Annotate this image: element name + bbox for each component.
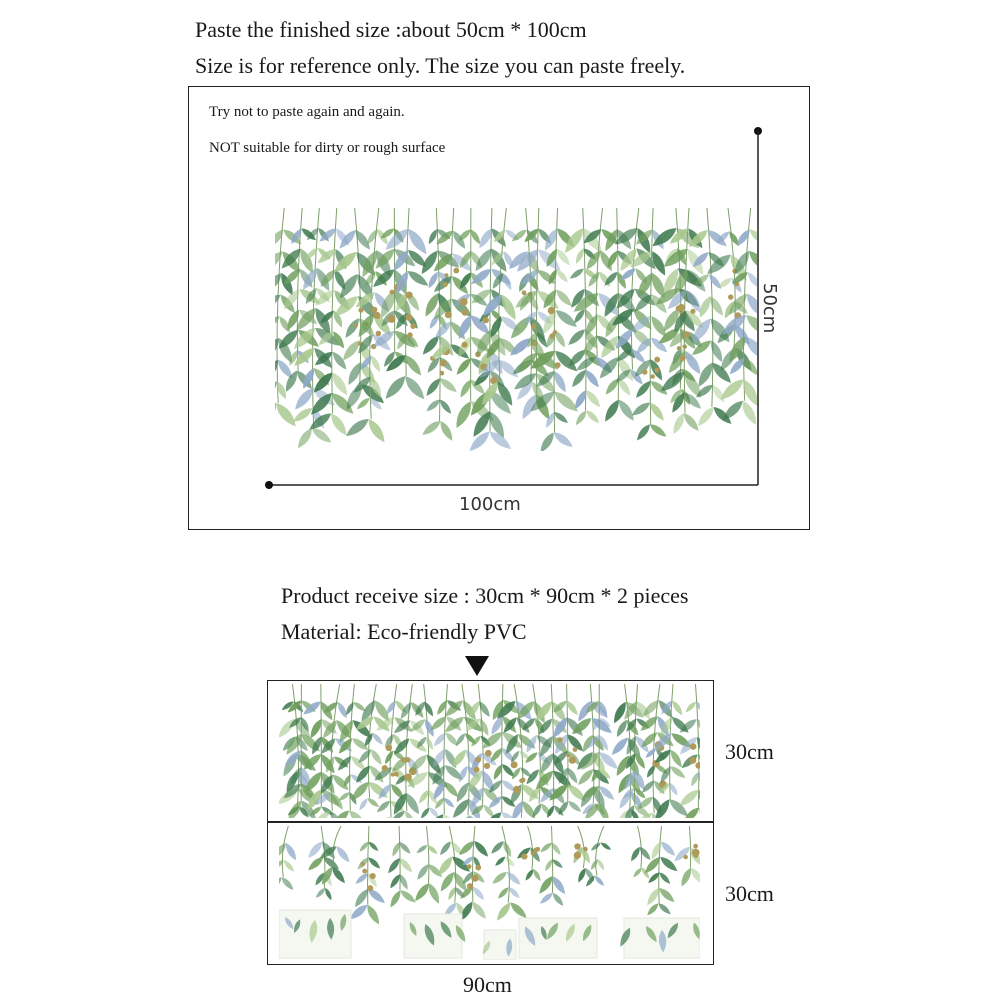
header-finished-size: Paste the finished size :about 50cm * 100cm: [195, 17, 587, 42]
berry-dot: [583, 847, 588, 852]
leaf-shape: [432, 731, 448, 748]
width-dimension-dot: [265, 481, 273, 489]
vine-stem: [368, 826, 369, 905]
leaf-shape: [438, 840, 453, 857]
leaf-shape: [657, 885, 677, 904]
leaf-shape: [357, 797, 369, 812]
leaf-shape: [494, 855, 507, 867]
berry-dot: [471, 874, 478, 881]
berry-dot: [690, 743, 697, 750]
leaf-shape: [657, 901, 673, 916]
leaf-shape: [369, 748, 384, 767]
berry-dot: [569, 756, 576, 763]
vine-stem: [638, 826, 642, 868]
berry-dot: [557, 737, 563, 743]
leaf-shape: [684, 700, 698, 714]
berry-dot: [474, 767, 480, 773]
dimension-lines: [262, 124, 764, 492]
berry-dot: [511, 761, 518, 768]
leaf-shape: [419, 806, 431, 818]
leaf-shape: [539, 841, 554, 854]
leaf-shape: [367, 856, 382, 871]
leaf-shape: [347, 808, 368, 818]
leaf-shape: [494, 900, 513, 922]
leaf-shape: [566, 799, 582, 814]
leaf-shape: [376, 816, 391, 818]
leaf-shape: [508, 900, 529, 921]
leaf-shape: [600, 841, 613, 852]
leaf-shape: [329, 865, 347, 885]
leaf-shape: [428, 714, 448, 733]
vine-stem: [551, 826, 552, 893]
vine-stem: [689, 826, 690, 868]
product-width-label: 90cm: [463, 972, 512, 997]
leaf-shape: [366, 796, 381, 808]
leaf-shape: [505, 870, 523, 887]
leaf-shape: [472, 839, 491, 859]
leaf-shape: [426, 843, 439, 855]
sheet-1-illustration: [279, 684, 700, 818]
berry-dot: [484, 763, 490, 769]
sheet-divider: [267, 821, 714, 823]
vine-stem: [399, 826, 400, 890]
leaf-shape: [371, 731, 385, 746]
berry-dot: [370, 873, 376, 879]
berry-dot: [533, 848, 538, 853]
berry-dot: [401, 757, 406, 762]
berry-dot: [574, 852, 581, 859]
leaf-shape: [593, 874, 606, 887]
leaf-shape: [489, 839, 505, 855]
vine-stem: [528, 826, 533, 869]
berry-dot: [467, 883, 473, 889]
leaf-shape: [632, 866, 644, 879]
berry-dot: [574, 843, 580, 849]
berry-dot: [689, 757, 696, 764]
leaf-shape: [677, 787, 700, 809]
foliage-group: [279, 684, 700, 818]
berry-dot: [367, 885, 373, 891]
leaf-shape: [356, 747, 373, 765]
leaf-shape: [336, 754, 354, 773]
leaf-shape: [504, 855, 517, 868]
leaf-shape: [388, 889, 403, 909]
note-paste-once: Try not to paste again and again.: [209, 104, 405, 120]
sheet-2-height-label: 30cm: [725, 881, 774, 906]
vine-stem: [333, 826, 341, 867]
berry-dot: [475, 865, 481, 871]
header-reference-note: Size is for reference only. The size you can paste freely.: [195, 53, 686, 78]
material-text: Material: Eco-friendly PVC: [281, 619, 527, 644]
vine-stem: [426, 826, 428, 883]
berry-dot: [573, 747, 578, 752]
leaf-shape: [334, 844, 352, 864]
berry-dot: [485, 750, 492, 757]
sheet-2-illustration: [279, 826, 700, 960]
leaf-shape: [383, 749, 395, 765]
leaf-shape: [672, 844, 692, 863]
leaf-shape: [590, 841, 602, 852]
leaf-shape: [314, 886, 327, 899]
berry-dot: [519, 778, 524, 783]
leaf-shape: [415, 843, 428, 854]
berry-dot: [386, 745, 393, 752]
berry-dot: [521, 853, 527, 859]
berry-dot: [693, 844, 698, 849]
product-size-text: Product receive size : 30cm * 90cm * 2 pieces: [281, 583, 689, 608]
berry-dot: [360, 862, 364, 866]
berry-dot: [362, 869, 367, 874]
berry-dot: [513, 786, 521, 794]
width-label-100cm: 100cm: [459, 494, 521, 515]
berry-dot: [391, 772, 395, 776]
berry-dot: [406, 758, 411, 763]
leaf-shape: [280, 875, 296, 892]
leaf-shape: [638, 845, 653, 862]
leaf-shape: [551, 891, 566, 907]
berry-dot: [382, 765, 388, 771]
note-surface: NOT suitable for dirty or rough surface: [209, 140, 446, 156]
leaf-shape: [282, 859, 296, 874]
berry-dot: [404, 774, 411, 781]
berry-dot: [684, 855, 688, 859]
leaf-shape: [659, 839, 678, 858]
berry-dot: [692, 849, 700, 857]
leaf-shape: [490, 870, 508, 886]
berry-dot: [566, 753, 570, 757]
leaf-shape: [364, 903, 382, 926]
leaf-shape: [470, 900, 489, 921]
leaf-shape: [658, 871, 672, 886]
triangle-down-icon: [465, 656, 489, 676]
sheet-1-height-label: 30cm: [725, 739, 774, 764]
leaf-shape: [398, 888, 417, 905]
leaf-shape: [367, 840, 380, 852]
berry-dot: [467, 864, 472, 869]
berry-dot: [476, 757, 482, 763]
